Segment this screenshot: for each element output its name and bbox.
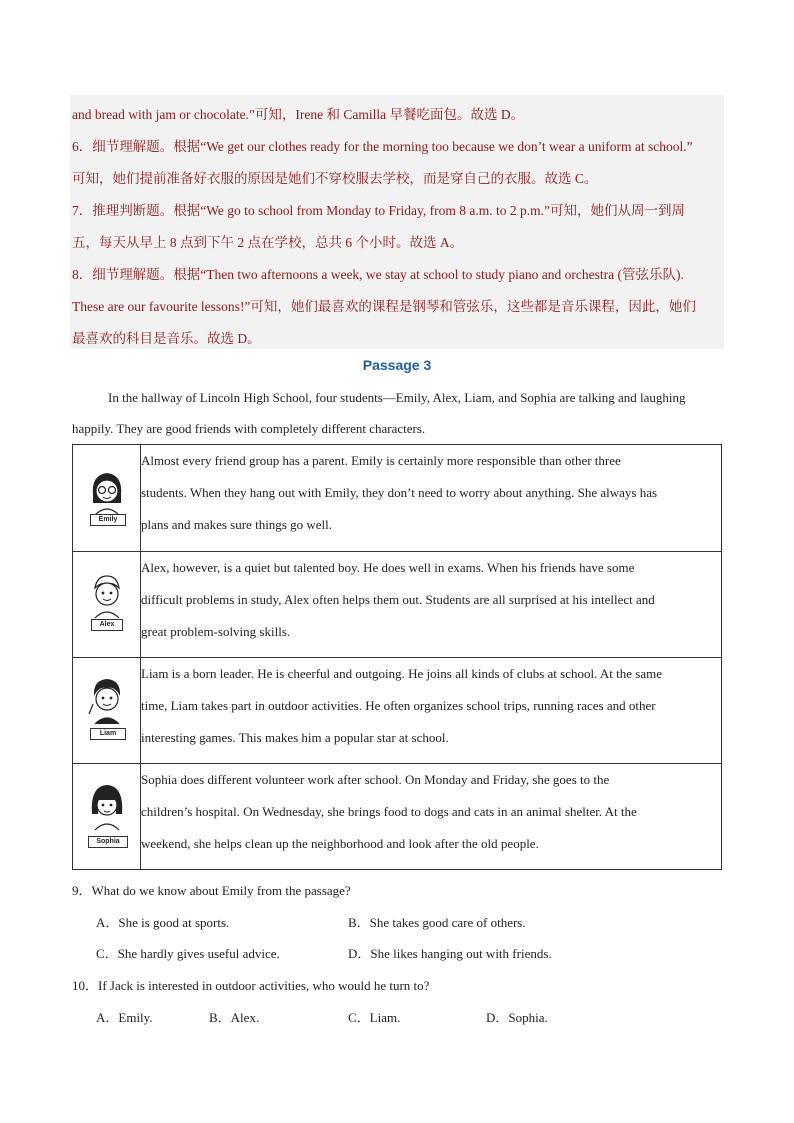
character-row-liam — [73, 658, 722, 764]
description-line: Almost every friend group has a parent. Emily is certainly more responsible than other three — [141, 453, 621, 468]
alex-description — [141, 552, 722, 658]
alex-name-tag: Alex — [91, 619, 123, 631]
question-10-option-b[interactable]: B．Alex. — [209, 1010, 260, 1025]
answer-line: 五，每天从早上 8 点到下午 2 点在学校，总共 6 个小时。故选 A。 — [72, 235, 464, 250]
answer-line: and bread with jam or chocolate.”可知，Irene 和 Camilla 早餐吃面包。故选 D。 — [72, 107, 525, 122]
question-10-option-d[interactable]: D．Sophia. — [486, 1010, 548, 1025]
alex-avatar-icon — [85, 570, 129, 620]
emily-description — [141, 445, 722, 552]
description-line: Sophia does different volunteer work after school. On Monday and Friday, she goes to the — [141, 772, 610, 787]
description-line: Liam is a born leader. He is cheerful and outgoing. He joins all kinds of clubs at school. At the same — [141, 666, 662, 681]
liam-picture-cell — [73, 658, 141, 764]
character-row-emily — [73, 445, 722, 552]
question-10-option-a[interactable]: A．Emily. — [96, 1010, 153, 1025]
sophia-name-tag: Sophia — [88, 836, 128, 848]
sophia-picture-cell — [73, 764, 141, 870]
description-line: weekend, she helps clean up the neighborhood and look after the old people. — [141, 836, 539, 851]
alex-picture-cell — [73, 552, 141, 658]
character-row-alex — [73, 552, 722, 658]
description-line: Alex, however, is a quiet but talented boy. He does well in exams. When his friends have some — [141, 560, 635, 575]
question-9-option-c[interactable]: C．She hardly gives useful advice. — [96, 946, 280, 961]
answer-line: These are our favourite lessons!”可知，她们最喜欢的课程是钢琴和管弦乐，这些都是音乐课程，因此，她们 — [72, 299, 696, 314]
answer-line: 6．细节理解题。根据“We get our clothes ready for the morning too because we don’t wear a uniform at school.” — [72, 139, 693, 154]
intro-line: happily. They are good friends with completely different characters. — [72, 421, 426, 436]
emily-name-tag: Emily — [90, 514, 126, 526]
question-9-stem: 9．What do we know about Emily from the passage? — [72, 883, 351, 898]
question-10-option-c[interactable]: C．Liam. — [348, 1010, 401, 1025]
characters-table — [72, 444, 722, 870]
intro-line: In the hallway of Lincoln High School, four students—Emily, Alex, Liam, and Sophia are talking and laughing — [108, 390, 686, 405]
description-line: difficult problems in study, Alex often helps them out. Students are all surprised at his intellect and — [141, 592, 655, 607]
description-line: children’s hospital. On Wednesday, she brings food to dogs and cats in an animal shelter. At the — [141, 804, 637, 819]
question-9-option-b[interactable]: B．She takes good care of others. — [348, 915, 526, 930]
description-line: interesting games. This makes him a popular star at school. — [141, 730, 449, 745]
character-row-sophia — [73, 764, 722, 870]
sophia-description — [141, 764, 722, 870]
answer-line: 最喜欢的科目是音乐。故选 D。 — [72, 331, 261, 346]
emily-picture-cell — [73, 445, 141, 552]
answer-line: 7．推理判断题。根据“We go to school from Monday to Friday, from 8 a.m. to 2 p.m.”可知，她们从周一到周 — [72, 203, 685, 218]
passage-title: Passage 3 — [362, 357, 432, 373]
description-line: time, Liam takes part in outdoor activities. He often organizes school trips, running races and other — [141, 698, 656, 713]
liam-avatar-icon — [85, 674, 129, 726]
answer-line: 8．细节理解题。根据“Then two afternoons a week, we stay at school to study piano and orchestra (管弦乐队). — [72, 267, 684, 282]
liam-name-tag: Liam — [90, 728, 126, 740]
question-9-option-a[interactable]: A．She is good at sports. — [96, 915, 230, 930]
description-line: students. When they hang out with Emily, they don’t need to worry about anything. She always has — [141, 485, 658, 500]
question-9-option-d[interactable]: D．She likes hanging out with friends. — [348, 946, 552, 961]
liam-description — [141, 658, 722, 764]
question-10-stem: 10．If Jack is interested in outdoor activities, who would he turn to? — [72, 978, 430, 993]
answer-line: 可知，她们提前准备好衣服的原因是她们不穿校服去学校，而是穿自己的衣服。故选 C。 — [72, 171, 598, 186]
sophia-avatar-icon — [85, 780, 129, 832]
description-line: plans and makes sure things go well. — [141, 517, 332, 532]
emily-avatar-icon — [85, 467, 129, 517]
description-line: great problem-solving skills. — [141, 624, 291, 639]
